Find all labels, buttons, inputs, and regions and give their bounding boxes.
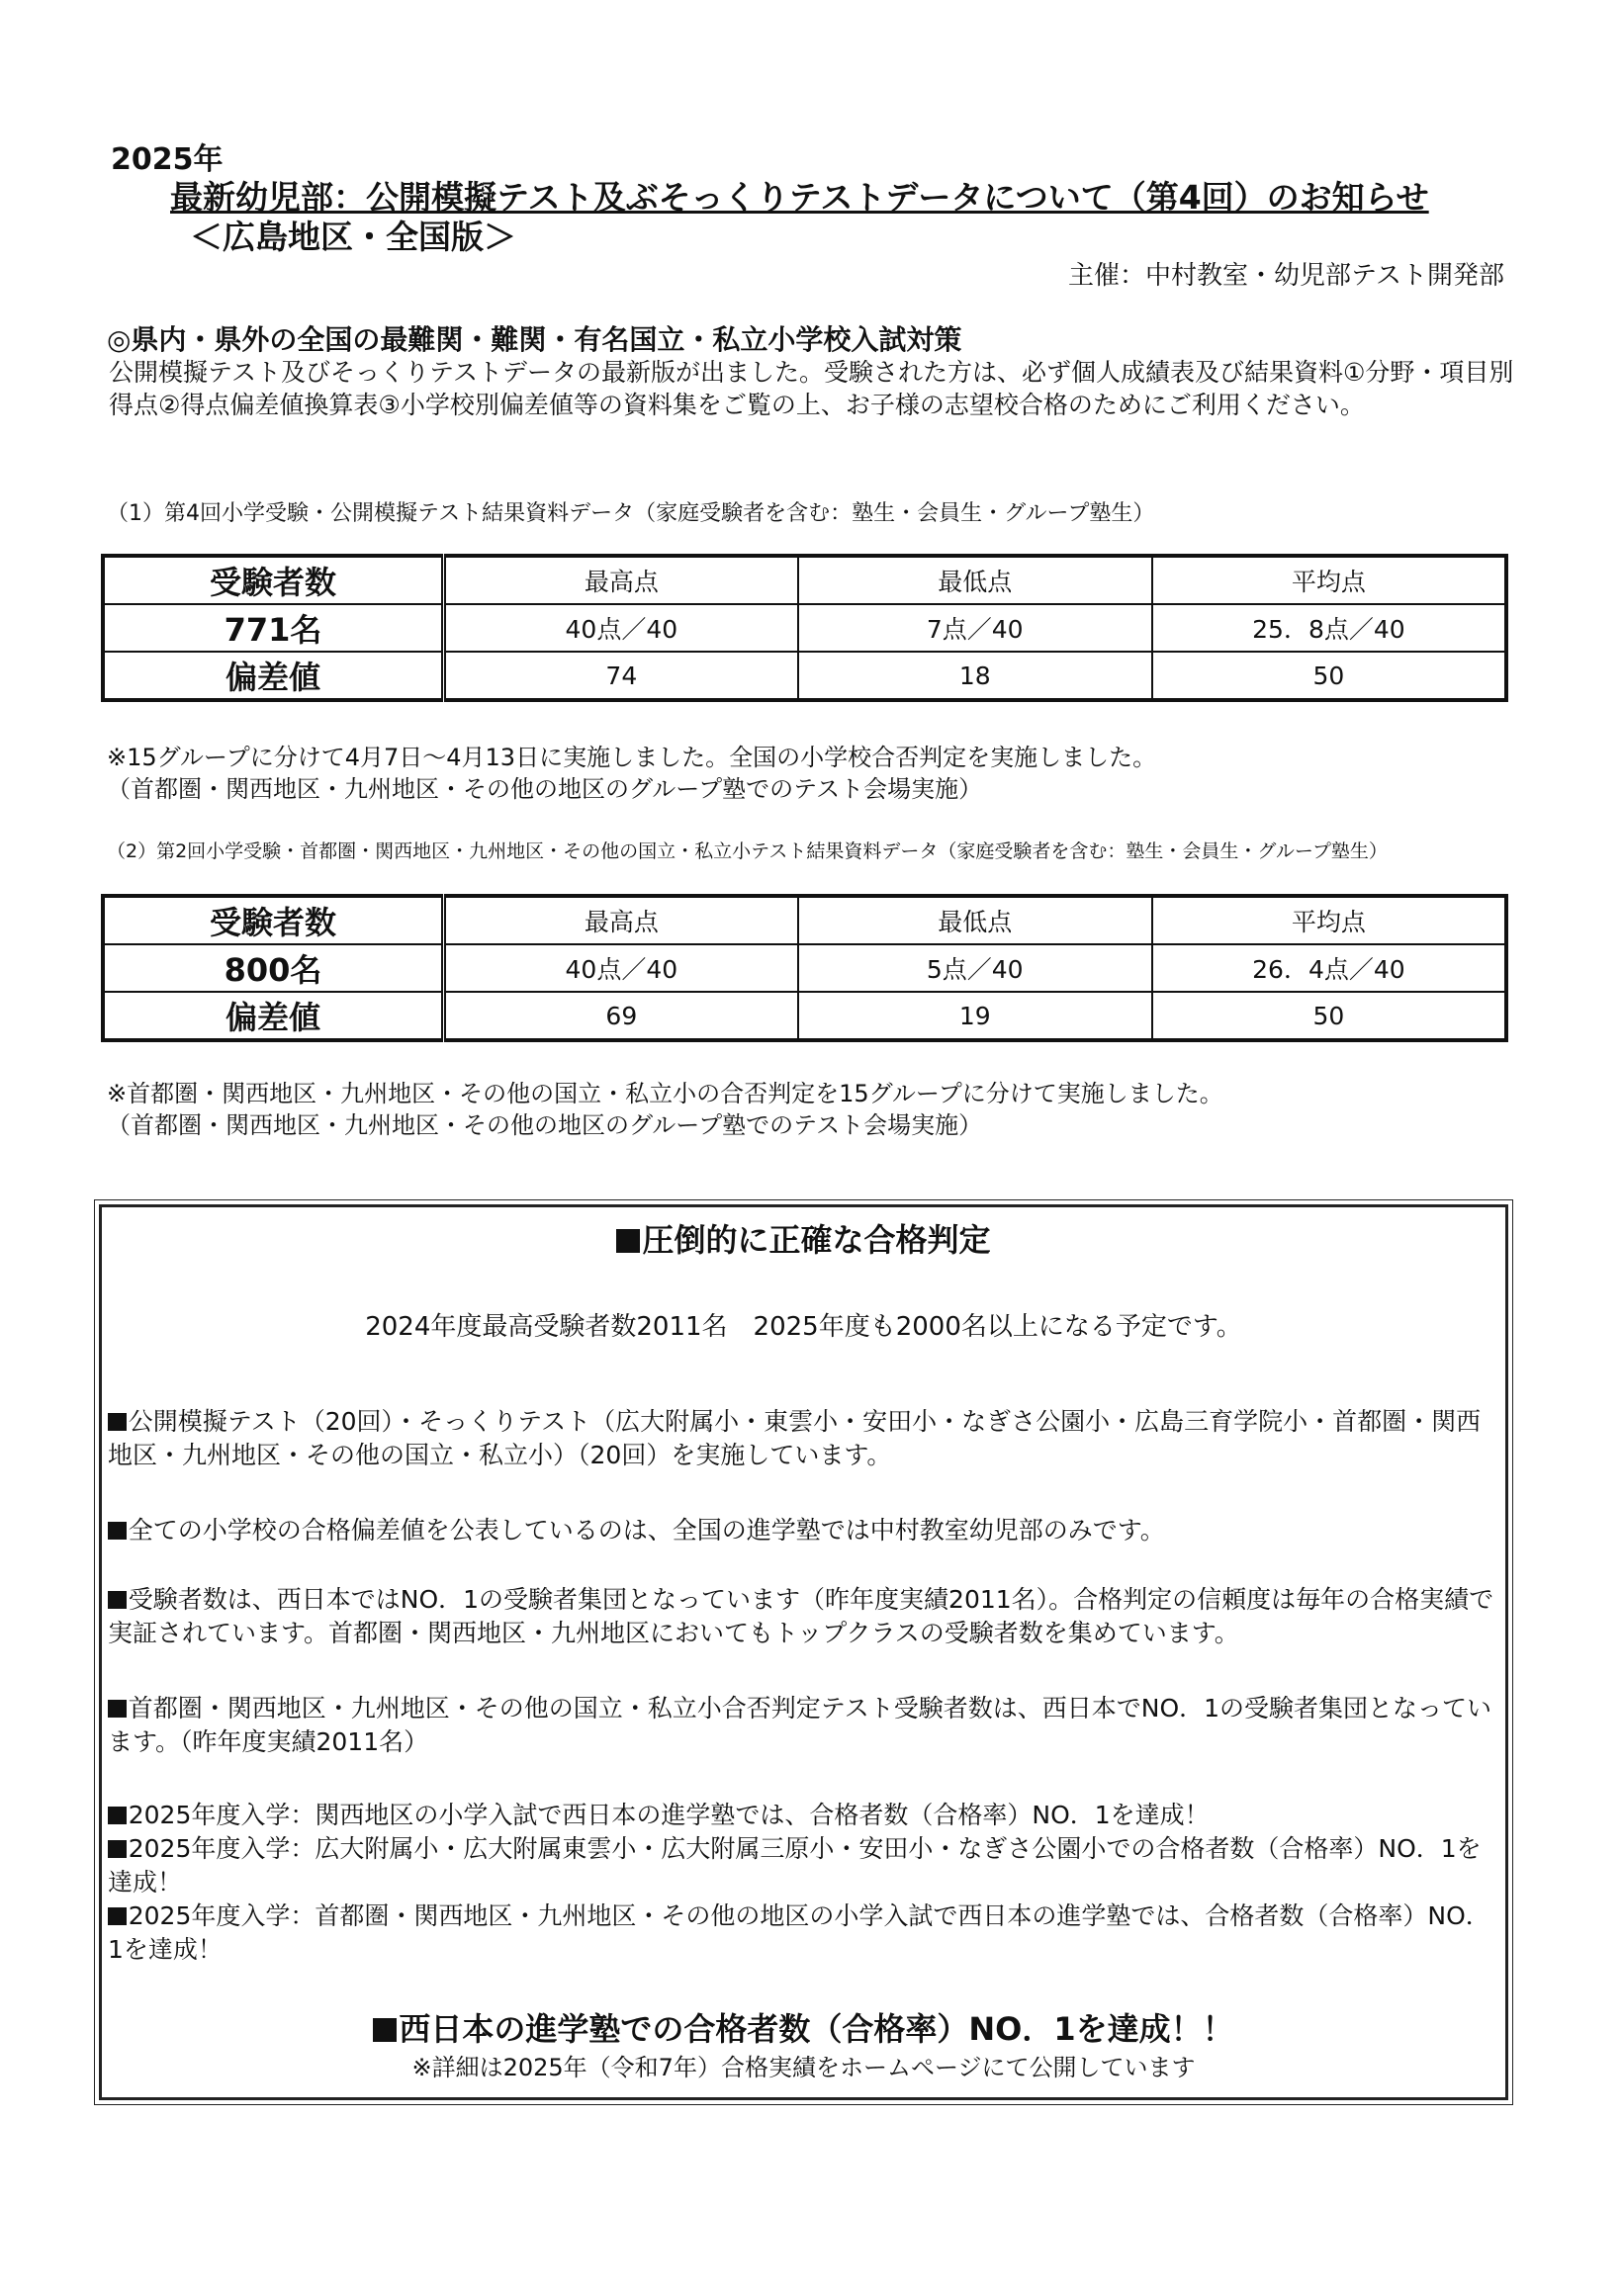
table-cell: 偏差値 [103, 652, 444, 700]
table-row [103, 556, 1506, 604]
box-paragraph-text: 受験者数は、西日本ではNO．1の受験者集団となっています（昨年度実績2011名）。合格判定の信頼度は毎年の合格実績で実証されています。首都圏・関西地区・九州地区においてもトップクラスの受験者数を集めています。 [108, 1585, 1494, 1647]
square-bullet-icon [108, 1522, 127, 1541]
organizer-line: 主催：中村教室・幼児部テスト開発部 [1068, 261, 1504, 291]
note-line: ※15グループに分けて4月7日～4月13日に実施しました。全国の小学校合否判定を実施しました。 [107, 744, 1157, 771]
box-stat-line: 2024年度最高受験者数2011名 2025年度も2000名以上になる予定です。 [365, 1312, 1242, 1342]
table-row [103, 604, 1506, 652]
box-paragraph-text: 首都圏・関西地区・九州地区・その他の国立・私立小合否判定テスト受験者数は、西日本でNO．1の受験者集団となっています。（昨年度実績2011名） [108, 1694, 1492, 1756]
notice-title: 最新幼児部：公開模擬テスト及ぶそっくりテストデータについて（第4回）のお知らせ [170, 178, 1429, 217]
square-bullet-icon [108, 1700, 127, 1719]
table-cell: 偏差値 [103, 992, 444, 1040]
box-heading [102, 1215, 1505, 1261]
table-cell: 受験者数 [103, 896, 444, 944]
section2-results-table [101, 894, 1508, 1042]
table-cell: 18 [798, 652, 1152, 700]
year-label: 2025年 [111, 142, 224, 177]
achievement-item [108, 1799, 1497, 1832]
box-closing [102, 2004, 1505, 2050]
table-cell: 最高点 [444, 556, 798, 604]
table-cell: 50 [1152, 652, 1506, 700]
box-paragraph [108, 1514, 1497, 1547]
table-cell: 26．4点／40 [1152, 944, 1506, 992]
table-cell: 40点／40 [444, 604, 798, 652]
square-bullet-icon [108, 1591, 127, 1610]
table-row [103, 944, 1506, 992]
achievement-text: 2025年度入学：首都圏・関西地区・九州地区・その他の地区の小学入試で西日本の進学塾では、合格者数（合格率）NO．1を達成！ [108, 1901, 1490, 1964]
table-cell: 最低点 [798, 556, 1152, 604]
table-cell: 平均点 [1152, 896, 1506, 944]
intro-body: 公開模擬テスト及びそっくりテストデータの最新版が出ました。受験された方は、必ず個人成績表及び結果資料①分野・項目別得点②得点偏差値換算表③小学校別偏差値等の資料集をご覧の上、お子様の志望校合格のためにご利用ください。 [109, 358, 1514, 419]
square-bullet-icon [373, 2018, 397, 2042]
box-closing-text: 西日本の進学塾での合格者数（合格率）NO．1を達成！！ [399, 2010, 1234, 2048]
table-cell: 7点／40 [798, 604, 1152, 652]
table-cell: 最高点 [444, 896, 798, 944]
box-paragraph-text: 全ての小学校の合格偏差値を公表しているのは、全国の進学塾では中村教室幼児部のみです。 [128, 1516, 1165, 1545]
box-heading-text: 圧倒的に正確な合格判定 [642, 1221, 991, 1259]
square-bullet-icon [108, 1413, 127, 1432]
table-cell: 771名 [103, 604, 444, 652]
table-cell: 19 [798, 992, 1152, 1040]
section2-caption: （2）第2回小学受験・首都圏・関西地区・九州地区・その他の国立・私立小テスト結果資料データ（家庭受験者を含む：塾生・会員生・グループ塾生） [107, 840, 1388, 862]
section2-note [107, 1078, 1223, 1141]
table-cell: 25．8点／40 [1152, 604, 1506, 652]
table-cell: 5点／40 [798, 944, 1152, 992]
achievement-item [108, 1899, 1497, 1967]
box-paragraph [108, 1692, 1497, 1759]
table-cell: 受験者数 [103, 556, 444, 604]
square-bullet-icon [108, 1907, 127, 1926]
table-cell: 69 [444, 992, 798, 1040]
table-cell: 最低点 [798, 896, 1152, 944]
box-footnote: ※詳細は2025年（令和7年）合格実績をホームページにて公開しています [411, 2054, 1196, 2081]
box-paragraph [108, 1583, 1497, 1650]
section1-note [107, 742, 1156, 805]
achievement-text: 2025年度入学：広大附属小・広大附属東雲小・広大附属三原小・安田小・なぎさ公園小での合格者数（合格率）NO．1を達成！ [108, 1834, 1482, 1897]
achievement-text: 2025年度入学：関西地区の小学入試で西日本の進学塾では、合格者数（合格率）NO．1を達成！ [128, 1801, 1210, 1829]
table-row [103, 896, 1506, 944]
table-cell: 50 [1152, 992, 1506, 1040]
table-cell: 平均点 [1152, 556, 1506, 604]
table-cell: 74 [444, 652, 798, 700]
achievement-item [108, 1832, 1497, 1899]
note-line: （首都圏・関西地区・九州地区・その他の地区のグループ塾でのテスト会場実施） [107, 1111, 983, 1139]
section1-results-table [101, 554, 1508, 702]
square-bullet-icon [108, 1840, 127, 1859]
note-line: ※首都圏・関西地区・九州地区・その他の国立・私立小の合否判定を15グループに分けて実施しました。 [107, 1080, 1223, 1107]
box-achievements [108, 1799, 1497, 1967]
section1-caption: （1）第4回小学受験・公開模擬テスト結果資料データ（家庭受験者を含む：塾生・会員生・グループ塾生） [107, 501, 1155, 526]
box-paragraph [108, 1405, 1497, 1472]
table-row [103, 992, 1506, 1040]
box-paragraph-text: 公開模擬テスト（20回）・そっくりテスト（広大附属小・東雲小・安田小・なぎさ公園小・広島三育学院小・首都圏・関西地区・九州地区・その他の国立・私立小）（20回）を実施しています。 [108, 1407, 1482, 1469]
square-bullet-icon [616, 1229, 640, 1253]
table-cell: 40点／40 [444, 944, 798, 992]
square-bullet-icon [108, 1807, 127, 1825]
highlight-box [99, 1204, 1508, 2100]
notice-subtitle: ＜広島地区・全国版＞ [190, 218, 516, 256]
intro-heading: ◎県内・県外の全国の最難関・難関・有名国立・私立小学校入試対策 [107, 323, 962, 356]
table-row [103, 652, 1506, 700]
note-line: （首都圏・関西地区・九州地区・その他の地区のグループ塾でのテスト会場実施） [107, 775, 983, 803]
table-cell: 800名 [103, 944, 444, 992]
